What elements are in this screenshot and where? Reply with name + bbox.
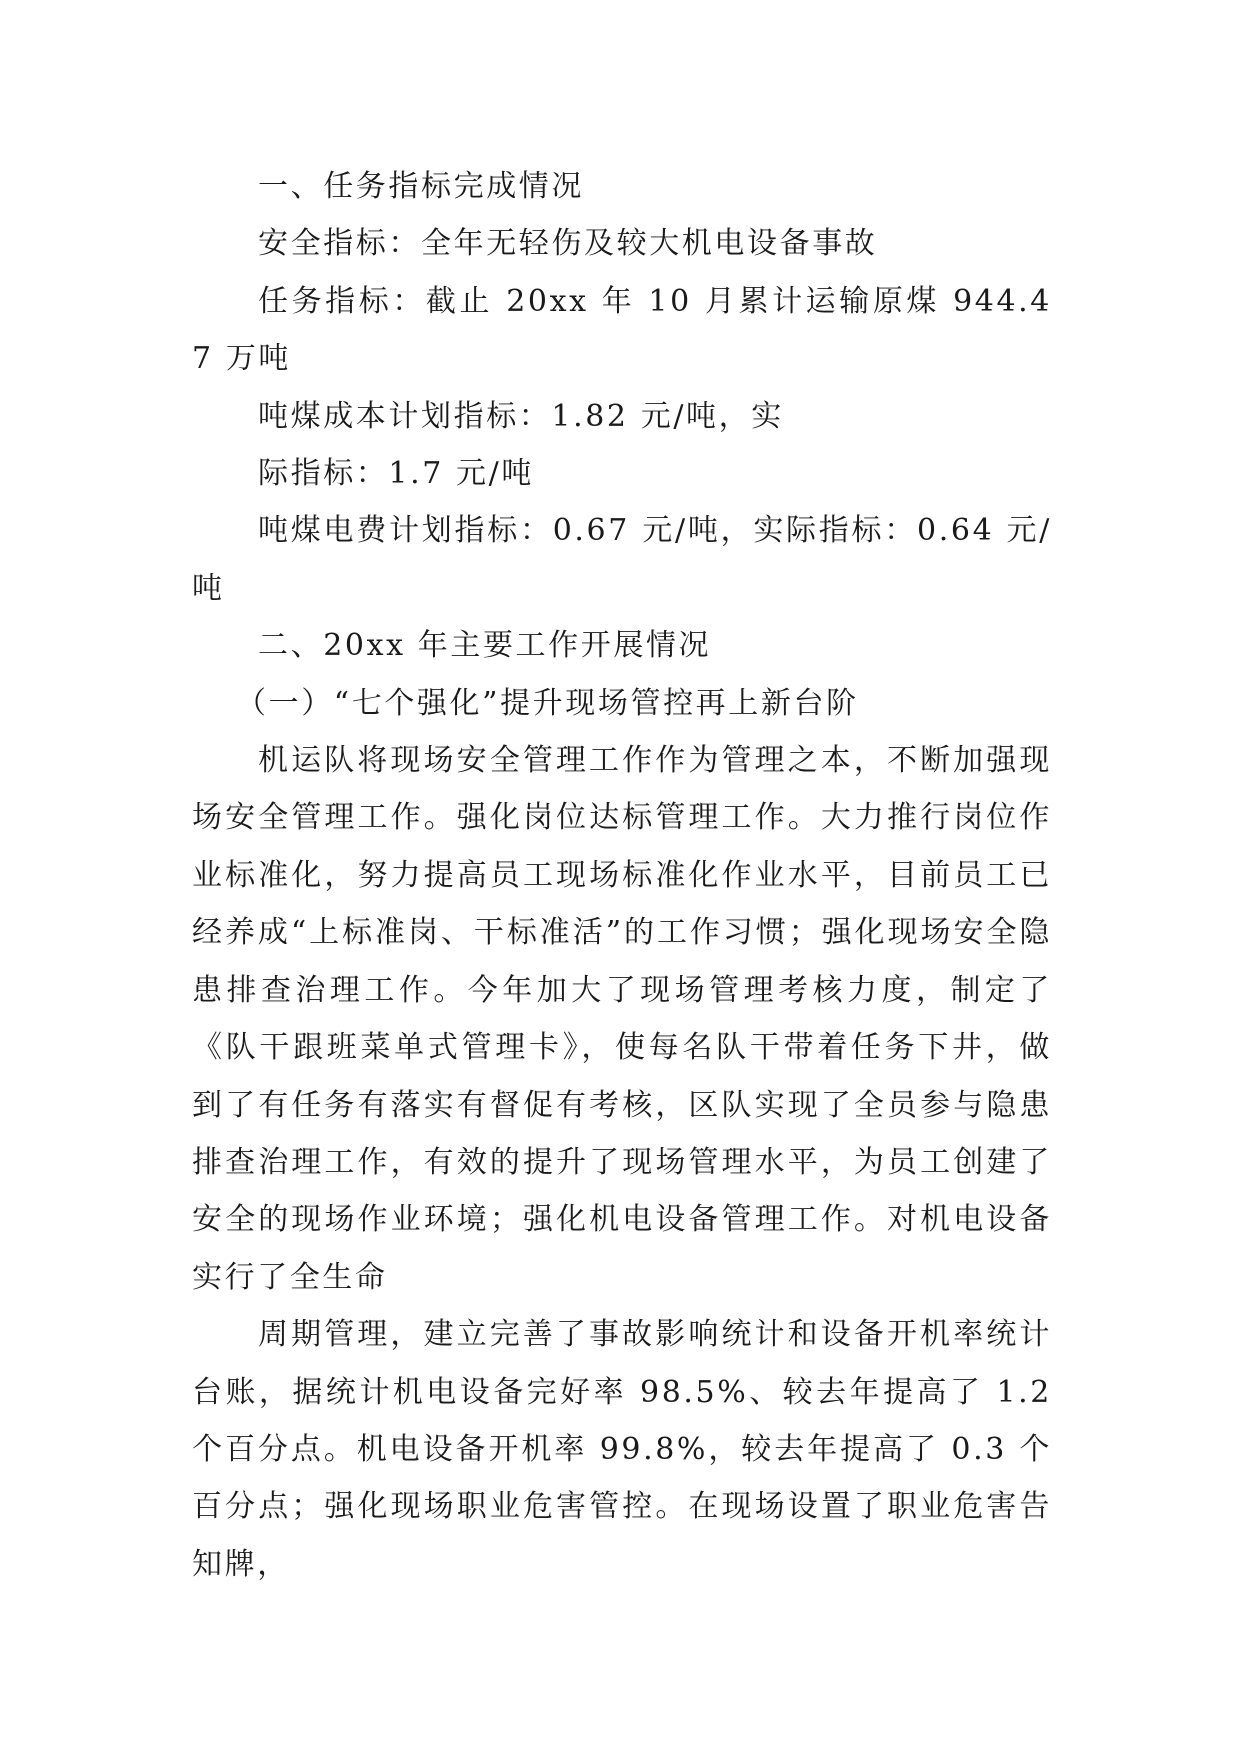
paragraph-safety-indicator: 安全指标：全年无轻伤及较大机电设备事故: [258, 226, 878, 262]
document-body: [192, 158, 1052, 1593]
paragraph-site-safety-management: 机运队将现场安全管理工作作为管理之本，不断加强现场安全管理工作。强化岗位达标管理工作。大力推行岗位作业标准化，努力提高员工现场标准化作业水平，目前员工已经养成“上标准岗、干标准活”的工作习惯；强化现场安全隐患排查治理工作。今年加大了现场管理考核力度，制定了《队干跟班菜单式管理卡》，使每名队干带着任务下井，做到了有任务有落实有督促有考核，区队实现了全员参与隐患排查治理工作，有效的提升了现场管理水平，为员工创建了安全的现场作业环境；强化机电设备管理工作。对机电设备实行了全生命: [192, 743, 1052, 1295]
paragraph-task-indicator: 任务指标：截止 20xx 年 10 月累计运输原煤 944.47 万吨: [192, 283, 1052, 377]
paragraph-lifecycle-management: 周期管理，建立完善了事故影响统计和设备开机率统计台账，据统计机电设备完好率 98.5%、较去年提高了 1.2 个百分点。机电设备开机率 99.8%，较去年提高了 0.3 个百分点；强化现场职业危害管控。在现场设置了职业危害告知牌，: [192, 1317, 1052, 1582]
section-heading-task-indicators: 一、任务指标完成情况: [258, 169, 584, 204]
subsection-heading-seven-strengthen: （一）“七个强化”提升现场管控再上新台阶: [236, 685, 859, 721]
paragraph-cost-plan: 吨煤成本计划指标：1.82 元/吨，实: [258, 398, 784, 434]
paragraph-electricity-cost: 吨煤电费计划指标：0.67 元/吨，实际指标：0.64 元/吨: [192, 513, 1052, 606]
section-heading-main-work: 二、20xx 年主要工作开展情况: [258, 628, 712, 664]
paragraph-cost-actual: 际指标：1.7 元/吨: [258, 456, 534, 492]
